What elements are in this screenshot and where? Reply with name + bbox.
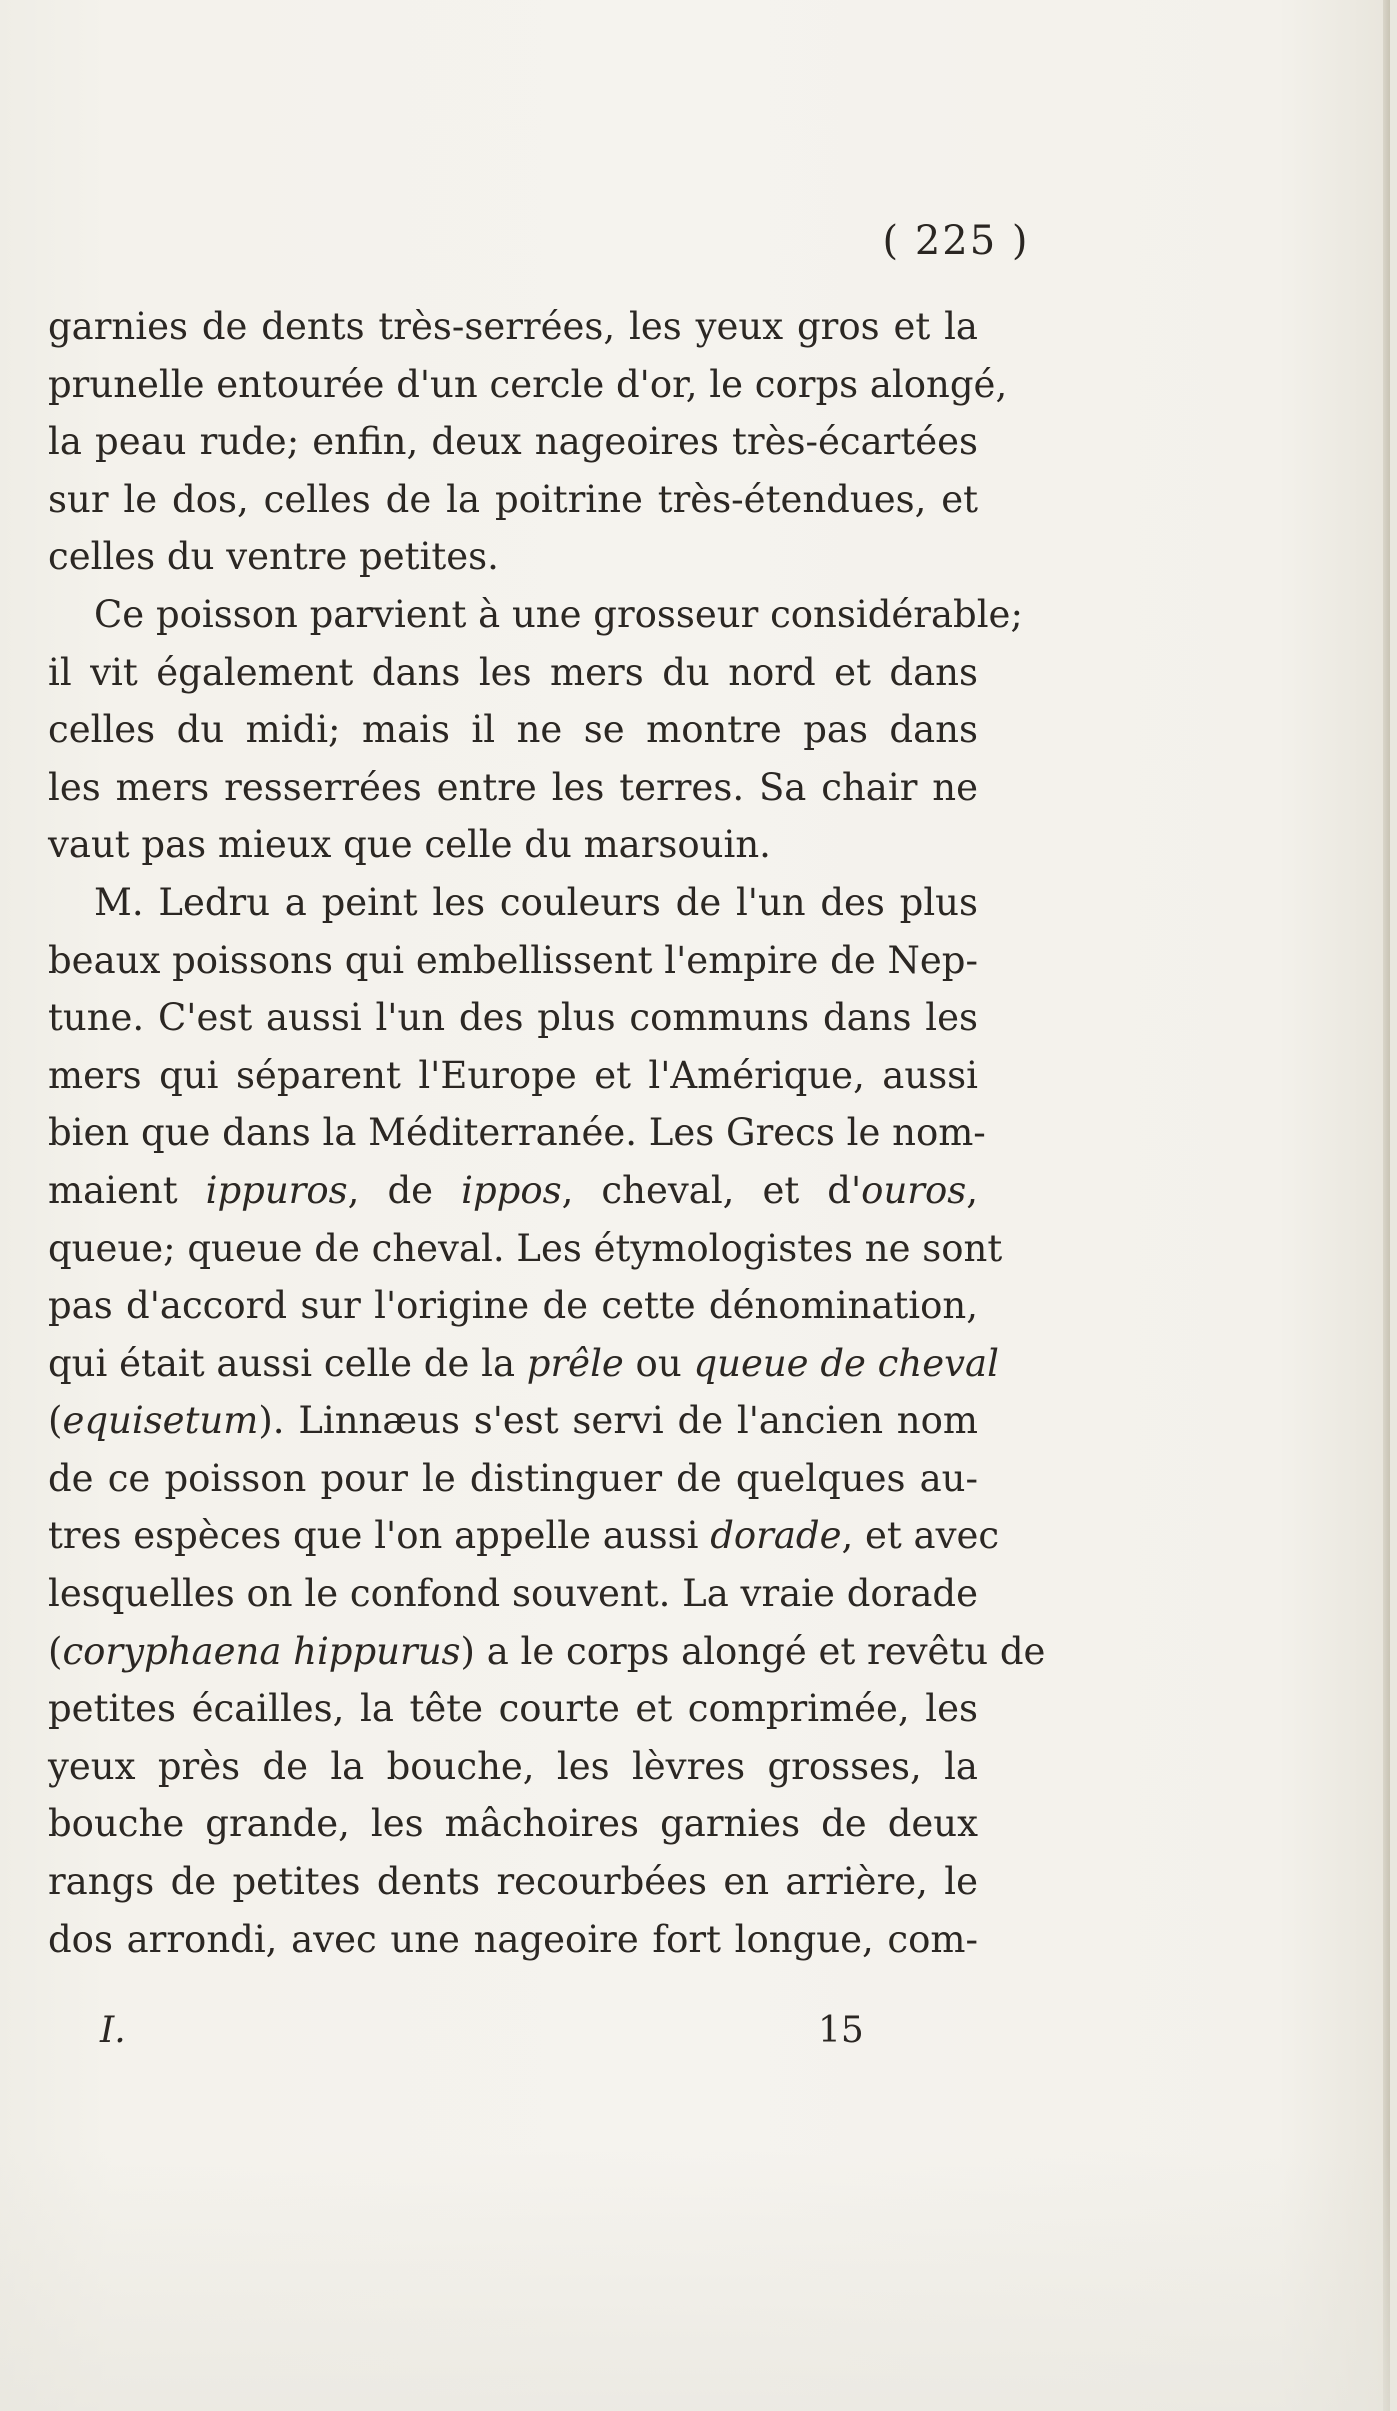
italic-term: equisetum	[62, 1399, 259, 1443]
text-line	[48, 1392, 978, 1450]
text-line: celles du ventre petites.	[48, 535, 499, 579]
signature-mark: I.	[100, 2010, 126, 2051]
text-line: les mers resserrées entre les terres. Sa chair ne	[48, 765, 978, 809]
paragraph	[48, 586, 1023, 874]
text-line: Ce poisson parvient à une grosseur considérable;	[94, 592, 1023, 636]
text-line: garnies de dents très-serrées, les yeux gros et la	[48, 305, 978, 348]
italic-term: ouros	[861, 1168, 967, 1212]
text-line: bouche grande, les mâchoires garnies de deux	[48, 1802, 978, 1846]
text-segment: , de	[347, 1168, 462, 1212]
text-line: celles du midi; mais il ne se montre pas dans	[48, 708, 978, 752]
text-line: rangs de petites dents recourbées en arrière, le	[48, 1860, 978, 1904]
text-segment: ou	[623, 1341, 694, 1385]
text-segment: ) a le corps alongé et revêtu de	[460, 1629, 1046, 1673]
text-segment: maient	[48, 1168, 206, 1212]
text-line	[48, 1507, 1000, 1565]
text-line: bien que dans la Méditerranée. Les Grecs le nom-	[48, 1111, 986, 1155]
signature-number: 15	[818, 2010, 864, 2051]
page-header	[0, 218, 1397, 264]
text-line: prunelle entourée d'un cercle d'or, le corps alongé,	[48, 362, 1008, 406]
text-line: de ce poisson pour le distinguer de quelques au-	[48, 1456, 978, 1500]
text-line: sur le dos, celles de la poitrine très-étendues, et	[48, 477, 978, 521]
page-shadow	[0, 2150, 1390, 2411]
text-line: beaux poissons qui embellissent l'empire de Nep-	[48, 938, 978, 982]
text-line: mers qui séparent l'Europe et l'Amérique, aussi	[48, 1053, 978, 1097]
text-segment: ). Linnæus s'est servi de l'ancien nom	[258, 1399, 978, 1443]
paragraph	[48, 874, 1046, 1968]
text-line: tune. C'est aussi l'un des plus communs dans les	[48, 996, 978, 1040]
text-line: yeux près de la bouche, les lèvres grosses, la	[48, 1744, 978, 1788]
text-segment: , et avec	[841, 1514, 1000, 1558]
body-text	[48, 298, 1046, 1968]
text-line: lesquelles on le confond souvent. La vraie dorade	[48, 1572, 978, 1616]
text-segment: (	[48, 1629, 63, 1673]
page-footer	[0, 2010, 1397, 2060]
italic-term: coryphaena hippurus	[62, 1629, 461, 1673]
italic-term: dorade	[710, 1514, 842, 1558]
text-line: petites écailles, la tête courte et comprimée, les	[48, 1687, 978, 1731]
text-line: dos arrondi, avec une nageoire fort longue, com-	[48, 1917, 978, 1961]
text-line: M. Ledru a peint les couleurs de l'un des plus	[94, 880, 978, 924]
text-line: la peau rude; enfin, deux nageoires très-écartées	[48, 420, 978, 464]
paragraph-continuation	[48, 298, 1008, 586]
page-number: ( 225 )	[882, 218, 1030, 264]
text-line: il vit également dans les mers du nord et dans	[48, 650, 978, 694]
italic-term: prêle	[526, 1341, 624, 1385]
text-segment: tres espèces que l'on appelle aussi	[48, 1514, 711, 1558]
text-line	[48, 1162, 978, 1220]
text-segment: (	[48, 1399, 63, 1443]
text-line: queue; queue de cheval. Les étymologistes ne sont	[48, 1226, 1003, 1270]
text-segment: qui était aussi celle de la	[48, 1341, 527, 1385]
text-line: vaut pas mieux que celle du marsouin.	[48, 823, 771, 867]
text-segment: , cheval, et d'	[561, 1168, 862, 1212]
italic-term: ippos	[461, 1168, 562, 1212]
text-line: pas d'accord sur l'origine de cette dénomination,	[48, 1284, 978, 1328]
italic-term: queue de cheval	[693, 1341, 999, 1385]
text-segment: ,	[966, 1168, 978, 1212]
text-line	[48, 1623, 1046, 1681]
italic-term: ippuros	[205, 1168, 348, 1212]
text-line	[48, 1335, 999, 1393]
